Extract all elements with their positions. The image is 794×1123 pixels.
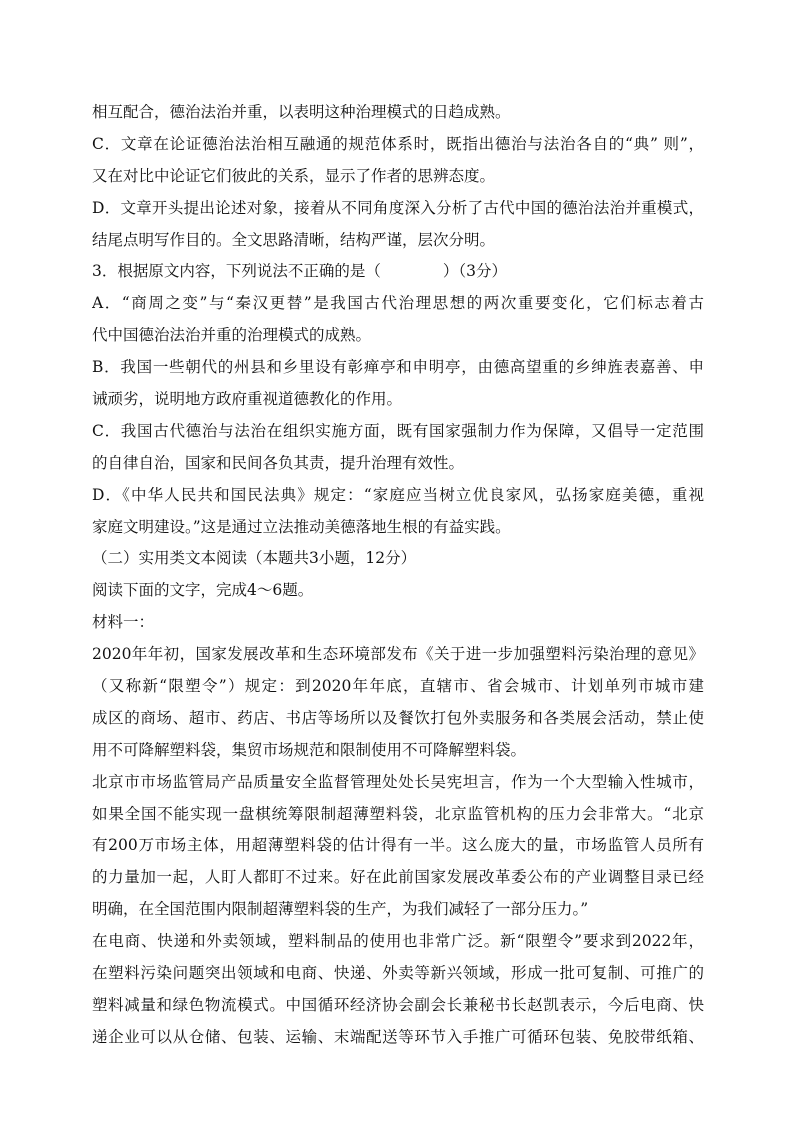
option-c-line-2: 的自律自治，国家和民间各负其责，提升治理有效性。 (92, 453, 465, 472)
material-line-4: 用不可降解塑料袋，集贸市场规范和限制使用不可降解塑料袋。 (92, 740, 527, 759)
option-d-line-2: 家庭文明建设。”这是通过立法推动美德落地生根的有益实践。 (92, 517, 511, 536)
option-b-line-2: 诫顽劣，说明地方政府重视道德教化的作用。 (92, 390, 403, 409)
text-line-4: D．文章开头提出论述对象，接着从不同角度深入分析了古代中国的德治法治并重模式， (92, 198, 704, 217)
material-line-3: 成区的商场、超市、药店、书店等场所以及餐饮打包外卖服务和各类展会活动，禁止使 (92, 708, 704, 727)
material-line-2: （又称新“限塑令”）规定：到2020年年底，直辖市、省会城市、计划单列市城市建 (92, 677, 704, 696)
material-line-1: 2020年年初，国家发展改革和生态环境部发布《关于进一步加强塑料污染治理的意见》 (92, 645, 704, 664)
material-line-6: 如果全国不能实现一盘棋统筹限制超薄塑料袋，北京监管机构的压力会非常大。“北京 (92, 804, 704, 823)
reading-instruction: 阅读下面的文字，完成4～6题。 (92, 581, 314, 600)
option-b-line-1: B．我国一些朝代的州县和乡里设有彰瘅亭和申明亭，由德高望重的乡绅旌表嘉善、申 (92, 358, 704, 377)
text-line-1: 相互配合，德治法治并重，以表明这种治理模式的日趋成熟。 (92, 103, 511, 121)
text-line-3: 又在对比中论证它们彼此的关系，显示了作者的思辨态度。 (92, 166, 496, 185)
document-page (92, 97, 704, 1054)
option-c-line-1: C．我国古代德治与法治在组织实施方面，既有国家强制力作为保障，又倡导一定范围 (92, 421, 704, 440)
question-3-stem: 3．根据原文内容，下列说法不正确的是（ ）（3分） (92, 262, 507, 281)
material-line-10: 在电商、快递和外卖领域，塑料制品的使用也非常广泛。新“限塑令”要求到2022年， (92, 932, 704, 951)
option-d-line-1: D．《中华人民共和国民法典》规定：“家庭应当树立优良家风，弘扬家庭美德，重视 (92, 485, 704, 504)
text-line-5: 结尾点明写作目的。全文思路清晰，结构严谨，层次分明。 (92, 230, 496, 249)
material-line-9: 明确，在全国范围内限制超薄塑料袋的生产，为我们减轻了一部分压力。” (92, 900, 589, 919)
material-line-12: 塑料减量和绿色物流模式。中国循环经济协会副会长兼秘书长赵凯表示，今后电商、快 (92, 995, 704, 1014)
material-line-13: 递企业可以从仓储、包装、运输、末端配送等环节入手推广可循环包装、免胶带纸箱、 (92, 1027, 704, 1046)
material-one-label: 材料一： (92, 613, 155, 632)
material-line-11: 在塑料污染问题突出领域和电商、快递、外卖等新兴领域，形成一批可复制、可推广的 (92, 964, 704, 983)
option-a-line-2: 代中国德治法治并重的治理模式的成熟。 (92, 326, 372, 345)
section-heading: （二）实用类文本阅读（本题共3小题，12分） (92, 549, 417, 568)
material-line-5: 北京市市场监管局产品质量安全监督管理处处长吴宪坦言，作为一个大型输入性城市， (92, 772, 704, 791)
option-a-line-1: A．“商周之变”与“秦汉更替”是我国古代治理思想的两次重要变化，它们标志着古 (92, 294, 704, 313)
material-line-7: 有200万市场主体，用超薄塑料袋的估计得有一半。这么庞大的量，市场监管人员所有 (92, 836, 704, 855)
text-line-2: C．文章在论证德治法治相互融通的规范体系时，既指出德治与法治各自的“典” 则”， (92, 134, 704, 153)
material-line-8: 的力量加一起，人盯人都盯不过来。好在此前国家发展改革委公布的产业调整目录已经 (92, 868, 704, 887)
